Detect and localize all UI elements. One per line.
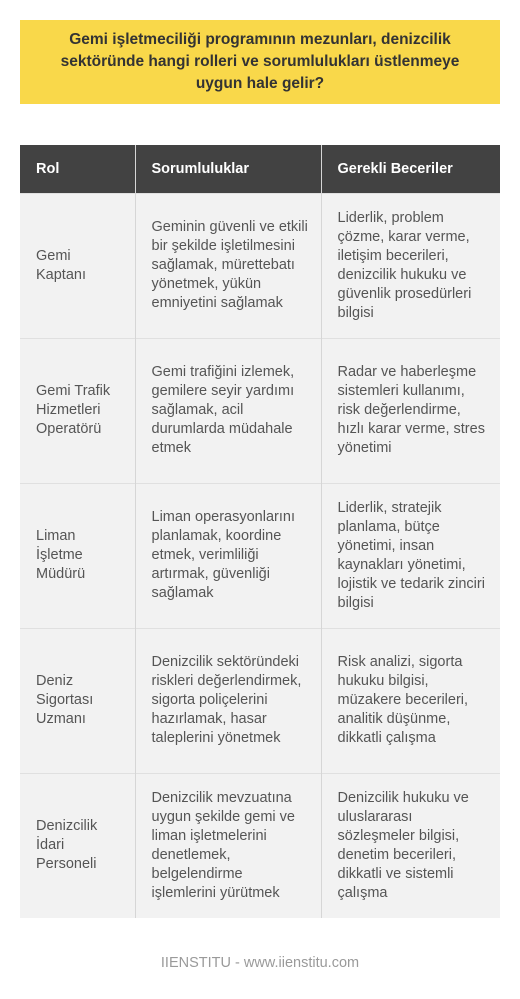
question-banner [20, 20, 500, 104]
table-header-row [20, 145, 500, 193]
skills-cell: Liderlik, problem çözme, karar verme, iletişim becerileri, denizcilik hukuku ve güvenlik prosedürleri bilgisi [321, 193, 500, 338]
question-title: Gemi işletmeciliği programının mezunları, denizcilik sektöründe hangi rolleri ve sorumlulukları üstlenmeye uygun hale gelir? [60, 31, 460, 92]
table-row [20, 338, 500, 483]
header-skills: Gerekli Beceriler [321, 145, 500, 193]
responsibilities-cell: Denizcilik mevzuatına uygun şekilde gemi ve liman işletmelerini denetlemek, belgelendirme işlemlerini yürütmek [135, 773, 321, 918]
table-row [20, 773, 500, 918]
footer-credit: IIENSTITU - www.iienstitu.com [160, 955, 360, 971]
role-cell: Deniz Sigortası Uzmanı [20, 628, 135, 773]
header-responsibilities: Sorumluluklar [135, 145, 321, 193]
roles-table [20, 145, 500, 918]
table-row [20, 193, 500, 338]
header-role: Rol [20, 145, 135, 193]
skills-cell: Denizcilik hukuku ve uluslararası sözleşmeler bilgisi, denetim becerileri, dikkatli ve sistemli çalışma [321, 773, 500, 918]
responsibilities-cell: Liman operasyonlarını planlamak, koordine etmek, verimliliği artırmak, güvenliği sağlamak [135, 483, 321, 628]
responsibilities-cell: Denizcilik sektöründeki riskleri değerlendirmek, sigorta poliçelerini hazırlamak, hasar taleplerini yönetmek [135, 628, 321, 773]
role-cell: Liman İşletme Müdürü [20, 483, 135, 628]
table-row [20, 628, 500, 773]
role-cell: Gemi Trafik Hizmetleri Operatörü [20, 338, 135, 483]
table-row [20, 483, 500, 628]
skills-cell: Liderlik, stratejik planlama, bütçe yönetimi, insan kaynakları yönetimi, lojistik ve tedarik zinciri bilgisi [321, 483, 500, 628]
responsibilities-cell: Geminin güvenli ve etkili bir şekilde işletilmesini sağlamak, mürettebatı yönetmek, yükün emniyetini sağlamak [135, 193, 321, 338]
skills-cell: Radar ve haberleşme sistemleri kullanımı, risk değerlendirme, hızlı karar verme, stres yönetimi [321, 338, 500, 483]
role-cell: Gemi Kaptanı [20, 193, 135, 338]
role-cell: Denizcilik İdari Personeli [20, 773, 135, 918]
skills-cell: Risk analizi, sigorta hukuku bilgisi, müzakere becerileri, analitik düşünme, dikkatli çalışma [321, 628, 500, 773]
responsibilities-cell: Gemi trafiğini izlemek, gemilere seyir yardımı sağlamak, acil durumlarda müdahale etmek [135, 338, 321, 483]
